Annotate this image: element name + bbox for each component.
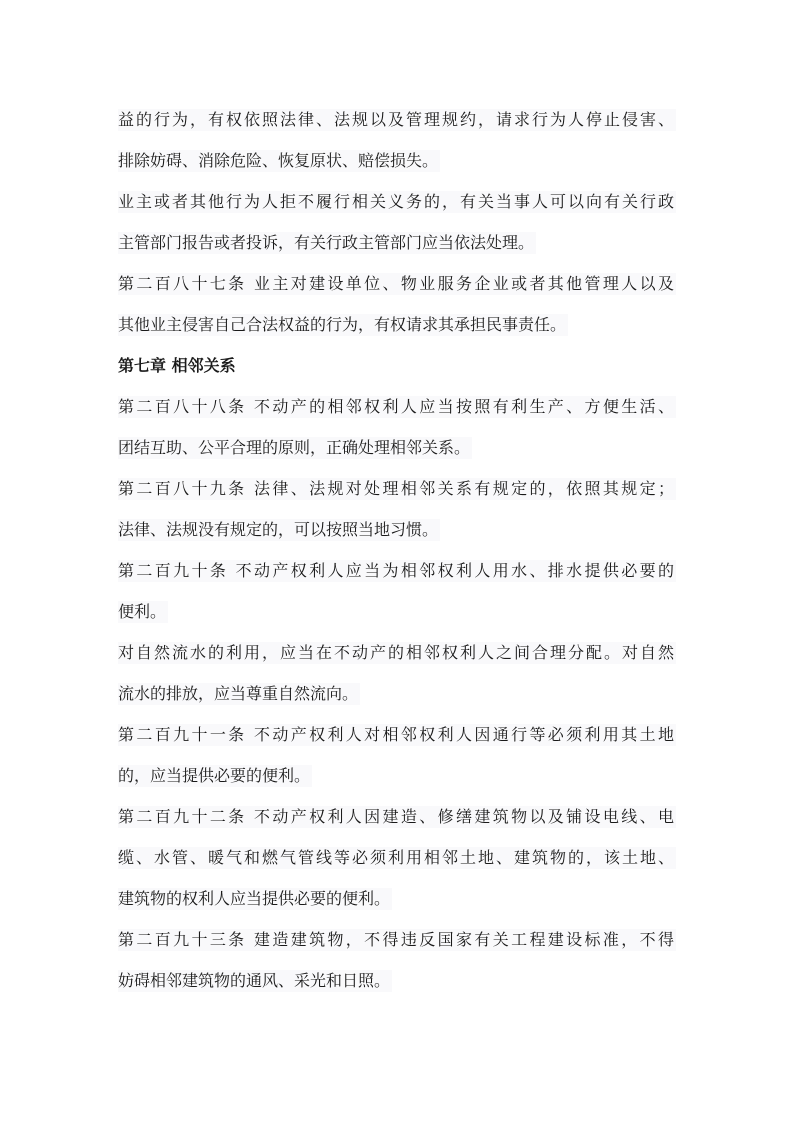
line-text: 其他业主侵害自己合法权益的行为，有权请求其承担民事责任。 [118,314,567,334]
line-text: 对自然流水的利用，应当在不动产的相邻权利人之间合理分配。对自然 [118,642,674,662]
chapter-heading-text: 第七章 相邻关系 [118,355,236,375]
text-line [118,631,678,672]
line-text: 第二百九十二条 不动产权利人因建造、修缮建筑物以及铺设电线、电 [118,806,674,826]
text-line [118,959,678,1000]
line-text: 便利。 [118,601,167,621]
text-line [118,385,678,426]
text-line [118,795,678,836]
line-text: 缆、水管、暖气和燃气管线等必须利用相邻土地、建筑物的，该土地、 [118,847,674,867]
line-text: 益的行为，有权依照法律、法规以及管理规约，请求行为人停止侵害、 [118,109,674,129]
text-line [118,590,678,631]
text-line [118,426,678,467]
text-line [118,139,678,180]
document-page [118,98,678,1000]
line-text: 流水的排放，应当尊重自然流向。 [118,683,359,703]
text-line [118,877,678,918]
line-text: 业主或者其他行为人拒不履行相关义务的，有关当事人可以向有关行政 [118,191,674,211]
text-line [118,180,678,221]
text-line [118,262,678,303]
text-line [118,754,678,795]
line-text: 第二百八十九条 法律、法规对处理相邻关系有规定的，依照其规定； [118,478,674,498]
text-line [118,836,678,877]
line-text: 第二百九十条 不动产权利人应当为相邻权利人用水、排水提供必要的 [118,560,674,580]
line-text: 法律、法规没有规定的，可以按照当地习惯。 [118,519,439,539]
line-text: 第二百九十三条 建造建筑物，不得违反国家有关工程建设标准，不得 [118,929,674,949]
text-line [118,918,678,959]
line-text: 建筑物的权利人应当提供必要的便利。 [118,888,391,908]
line-text: 主管部门报告或者投诉，有关行政主管部门应当依法处理。 [118,232,535,252]
line-text: 第二百八十八条 不动产的相邻权利人应当按照有利生产、方便生活、 [118,396,674,416]
text-line [118,98,678,139]
line-text: 的，应当提供必要的便利。 [118,765,311,785]
text-line [118,713,678,754]
chapter-heading [118,344,678,385]
text-line [118,549,678,590]
line-text: 团结互助、公平合理的原则，正确处理相邻关系。 [118,437,471,457]
line-text: 排除妨碍、消除危险、恢复原状、赔偿损失。 [118,150,439,170]
text-line [118,467,678,508]
line-text: 第二百八十七条 业主对建设单位、物业服务企业或者其他管理人以及 [118,273,674,293]
text-line [118,672,678,713]
text-line [118,508,678,549]
line-text: 第二百九十一条 不动产权利人对相邻权利人因通行等必须利用其土地 [118,724,674,744]
text-line [118,303,678,344]
text-line [118,221,678,262]
line-text: 妨碍相邻建筑物的通风、采光和日照。 [118,970,391,990]
